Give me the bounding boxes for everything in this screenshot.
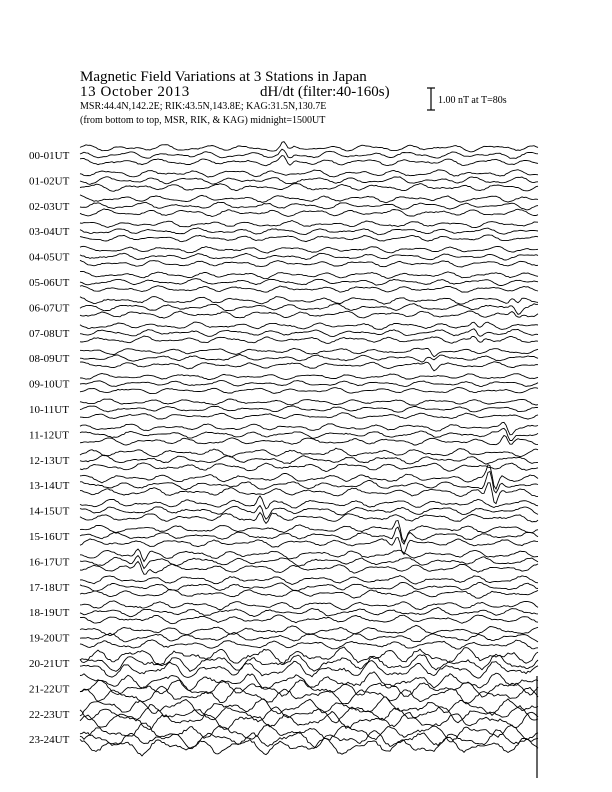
trace-msr-18-19UT	[80, 601, 538, 610]
trace-rik-21-22UT	[80, 680, 538, 697]
trace-kag-21-22UT	[80, 686, 538, 704]
trace-kag-08-09UT	[80, 362, 538, 371]
trace-msr-05-06UT	[80, 271, 538, 278]
trace-kag-10-11UT	[80, 413, 538, 419]
trace-rik-09-10UT	[80, 381, 538, 387]
hour-label: 05-06UT	[29, 277, 70, 289]
trace-msr-08-09UT	[80, 348, 538, 357]
trace-kag-17-18UT	[80, 589, 538, 598]
trace-rik-23-24UT	[80, 730, 538, 748]
trace-kag-19-20UT	[80, 640, 538, 649]
trace-rik-02-03UT	[80, 202, 538, 210]
scale-bar-label: 1.00 nT at T=80s	[438, 95, 507, 106]
trace-rik-06-07UT	[80, 304, 538, 315]
hour-labels	[29, 150, 70, 746]
trace-msr-13-14UT	[80, 465, 538, 489]
hour-label: 08-09UT	[29, 353, 70, 366]
hour-label: 19-20UT	[29, 632, 70, 645]
hour-label: 11-12UT	[29, 429, 69, 442]
trace-kag-06-07UT	[80, 311, 538, 318]
hour-label: 03-04UT	[29, 226, 70, 239]
trace-kag-03-04UT	[80, 235, 538, 242]
trace-msr-02-03UT	[80, 195, 538, 203]
trace-kag-09-10UT	[80, 387, 538, 393]
hour-label: 04-05UT	[29, 251, 70, 264]
trace-rik-05-06UT	[80, 279, 538, 286]
trace-rik-18-19UT	[80, 607, 538, 616]
trace-msr-07-08UT	[80, 322, 538, 329]
trace-rik-16-17UT	[80, 556, 538, 569]
trace-rik-17-18UT	[80, 582, 538, 591]
trace-kag-11-12UT	[80, 436, 538, 446]
trace-msr-17-18UT	[80, 576, 538, 585]
trace-kag-18-19UT	[80, 615, 538, 624]
trace-rik-20-21UT	[80, 654, 538, 671]
trace-msr-12-13UT	[80, 448, 538, 457]
trace-group	[80, 142, 538, 756]
hour-label: 22-23UT	[29, 708, 70, 721]
hour-label: 14-15UT	[29, 505, 70, 518]
hour-label: 20-21UT	[29, 658, 70, 670]
trace-rik-00-01UT	[80, 149, 538, 158]
trace-msr-00-01UT	[80, 142, 538, 152]
trace-msr-11-12UT	[80, 422, 538, 434]
trace-kag-04-05UT	[80, 260, 538, 267]
hour-label: 06-07UT	[29, 302, 70, 315]
trace-rik-10-11UT	[80, 406, 538, 412]
hour-label: 18-19UT	[29, 607, 70, 620]
hour-label: 16-17UT	[29, 556, 70, 569]
station-coordinates: MSR:44.4N,142.2E; RIK:43.5N,143.8E; KAG:31.5N,130.7E	[80, 101, 327, 112]
hour-label: 00-01UT	[29, 150, 70, 162]
hour-label: 09-10UT	[29, 378, 70, 391]
trace-msr-01-02UT	[80, 170, 538, 177]
hour-label: 13-14UT	[29, 480, 70, 493]
hour-label: 15-16UT	[29, 531, 70, 543]
trace-msr-10-11UT	[80, 399, 538, 405]
hour-label: 01-02UT	[29, 175, 70, 188]
chart-title: Magnetic Field Variations at 3 Stations in Japan	[80, 69, 367, 85]
trace-kag-12-13UT	[80, 463, 538, 472]
trace-rik-22-23UT	[80, 705, 538, 723]
trace-kag-14-15UT	[80, 513, 538, 524]
trace-rik-03-04UT	[80, 228, 538, 235]
trace-msr-09-10UT	[80, 374, 538, 380]
trace-rik-08-09UT	[80, 354, 538, 362]
scale-bar	[427, 88, 435, 110]
trace-kag-01-02UT	[80, 184, 538, 192]
hour-label: 23-24UT	[29, 734, 70, 747]
trace-msr-16-17UT	[80, 549, 538, 562]
trace-rik-04-05UT	[80, 253, 538, 260]
hour-label: 17-18UT	[29, 581, 70, 594]
trace-rik-01-02UT	[80, 177, 538, 185]
trace-kag-05-06UT	[80, 286, 538, 293]
hour-label: 10-11UT	[29, 404, 69, 416]
hour-label: 07-08UT	[29, 327, 70, 340]
station-order-note: (from bottom to top, MSR, RIK, & KAG) midnight=1500UT	[80, 115, 326, 126]
trace-kag-07-08UT	[80, 336, 538, 343]
hour-label: 21-22UT	[29, 683, 70, 696]
trace-msr-15-16UT	[80, 521, 538, 542]
chart-date: 13 October 2013	[80, 84, 190, 100]
hour-label: 12-13UT	[29, 454, 70, 467]
trace-msr-06-07UT	[80, 297, 538, 305]
trace-msr-14-15UT	[80, 496, 538, 509]
trace-msr-04-05UT	[80, 246, 538, 253]
chart-quantity: dH/dt (filter:40-160s)	[260, 84, 390, 100]
trace-rik-07-08UT	[80, 329, 538, 337]
trace-msr-03-04UT	[80, 221, 538, 228]
trace-kag-02-03UT	[80, 209, 538, 217]
hour-label: 02-03UT	[29, 200, 70, 213]
trace-rik-12-13UT	[80, 455, 538, 464]
trace-kag-22-23UT	[80, 712, 538, 730]
